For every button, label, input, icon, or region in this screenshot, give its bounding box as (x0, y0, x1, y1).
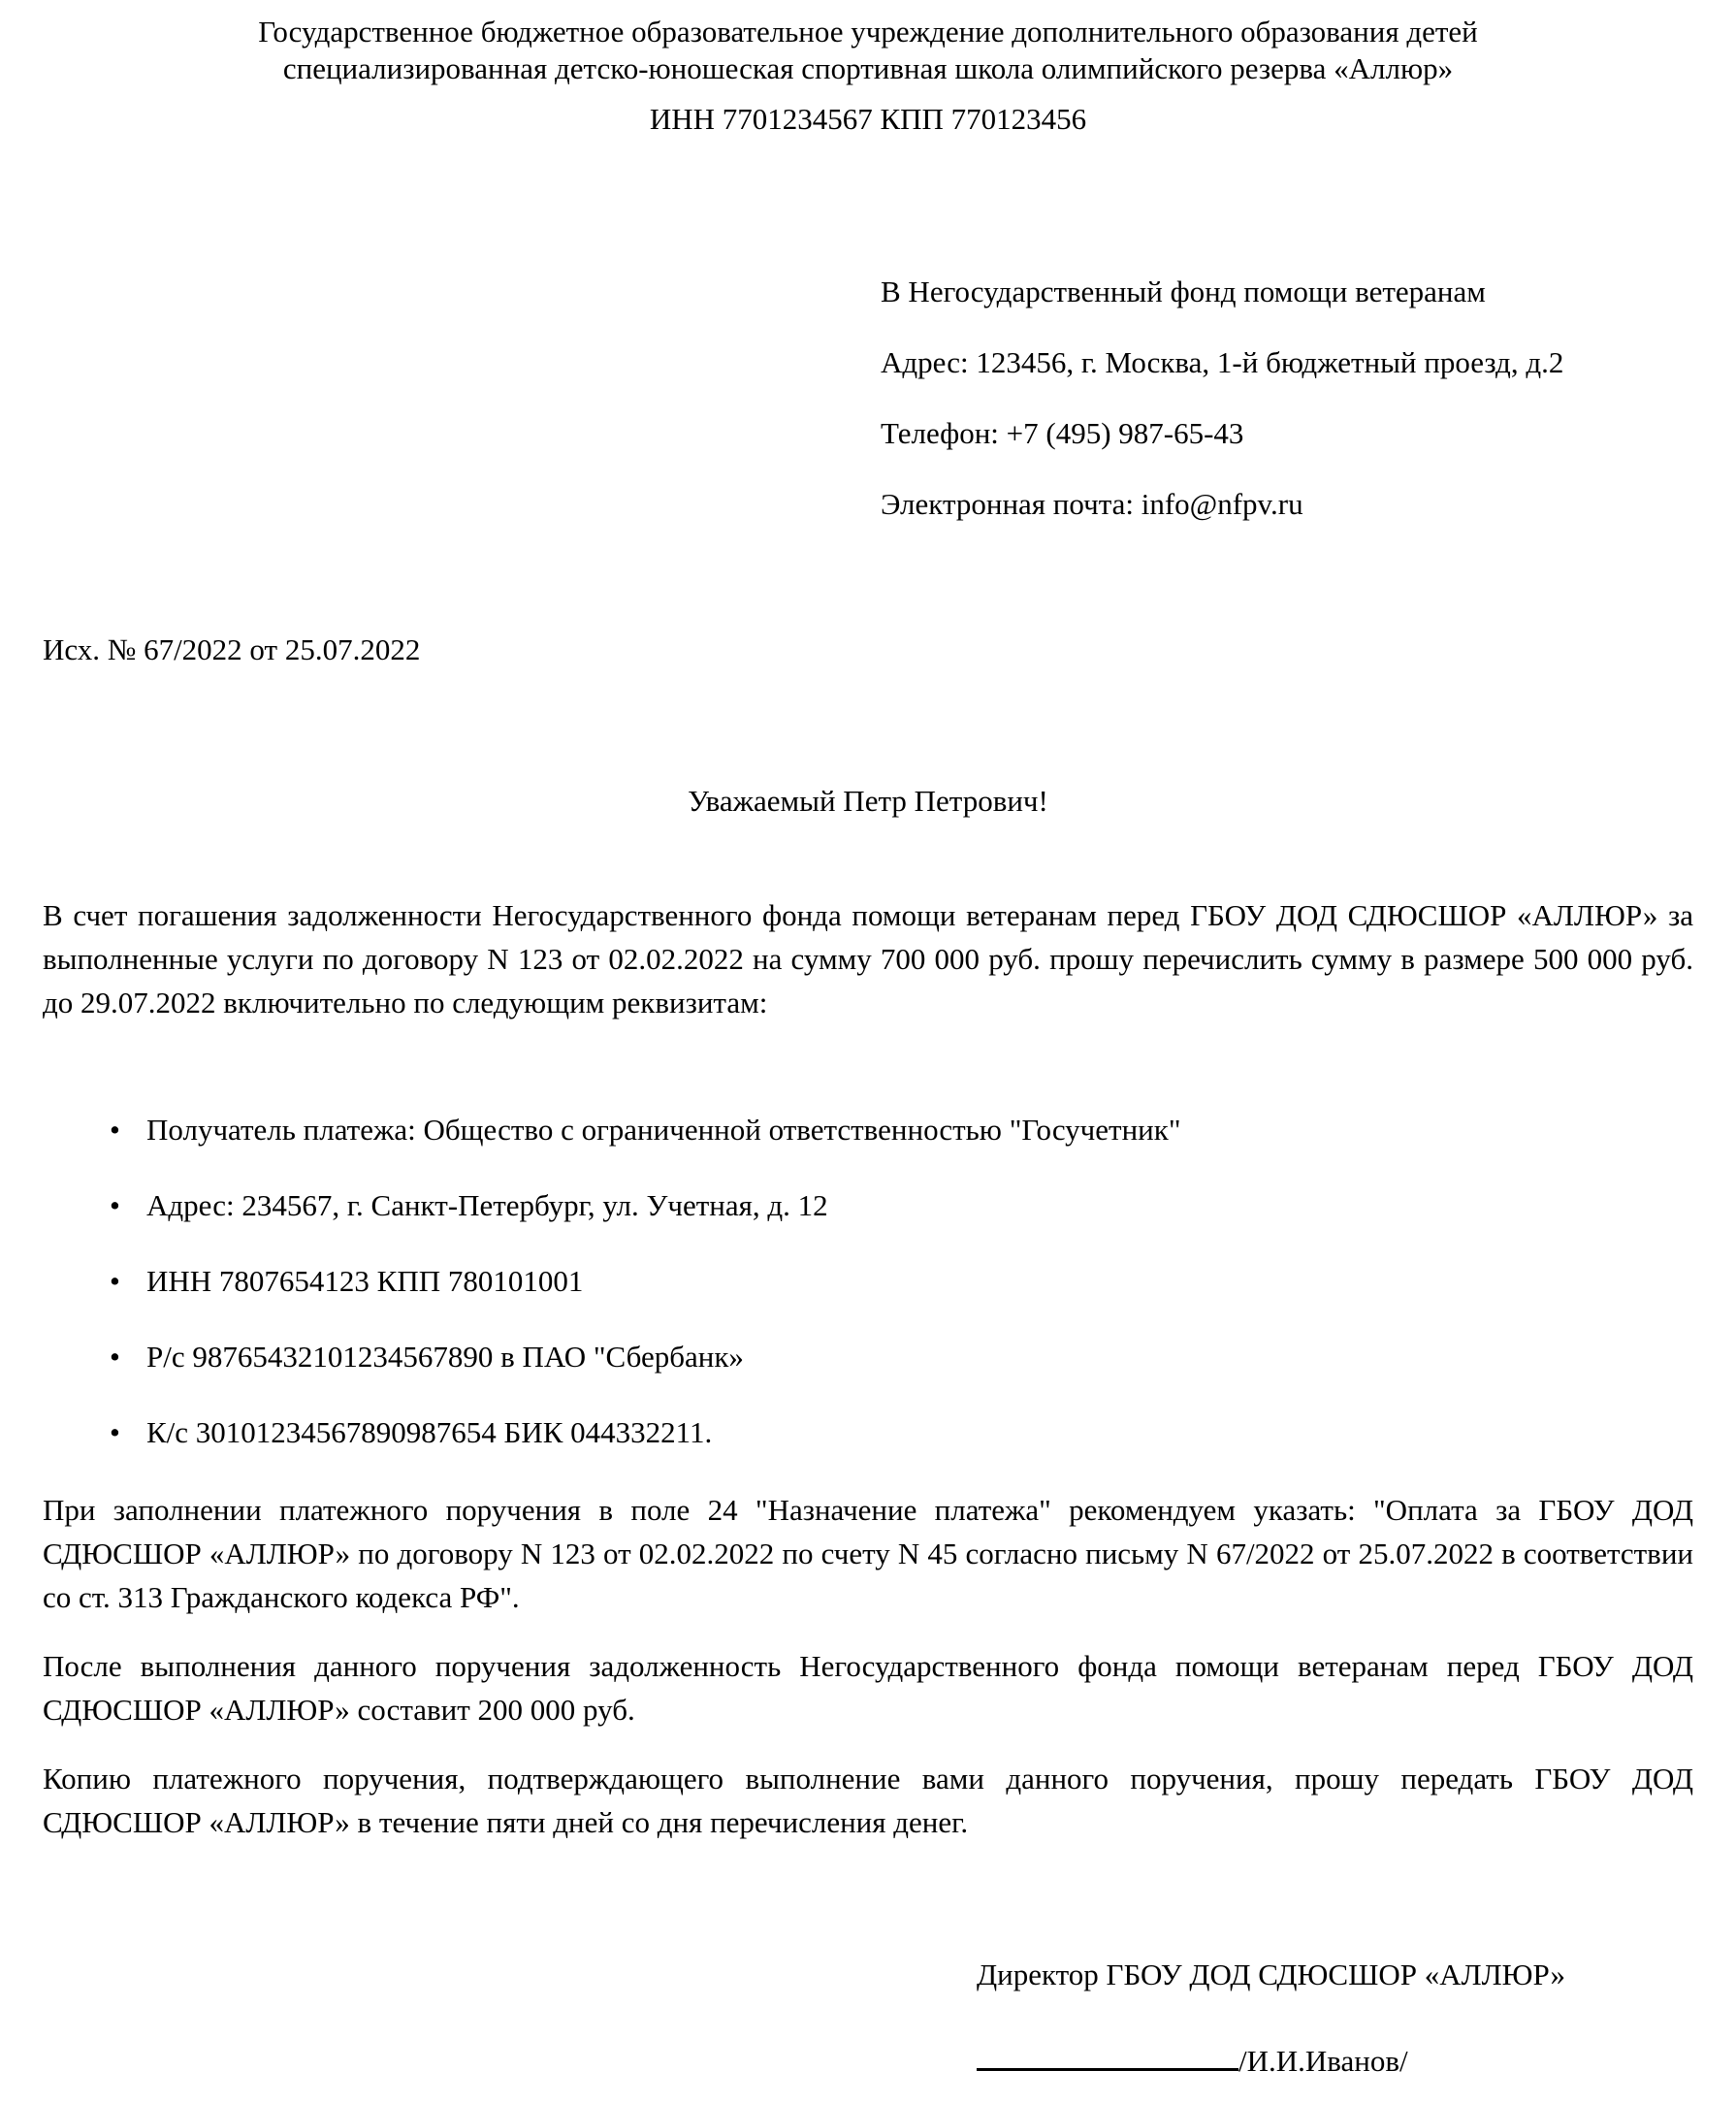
requisite-item-inn-kpp (43, 1259, 1693, 1303)
payment-purpose-paragraph: При заполнении платежного поручения в поле 24 "Назначение платежа" рекомендуем указать: "Оплата за ГБОУ ДОД СДЮСШОР «АЛЛЮР» по договору N 123 от 02.02.2022 по счету N 45 согласно письму N 67/2022 от 25.07.2022 в соответствии со ст. 313 Гражданского кодекса РФ". (43, 1493, 1693, 1614)
bullet-icon: • (110, 1340, 120, 1374)
bullet-icon: • (110, 1264, 120, 1298)
signature-block (977, 1953, 1693, 2083)
recipient-organization: В Негосударственный фонд помощи ветеранам (881, 275, 1486, 308)
recipient-address: Адрес: 123456, г. Москва, 1-й бюджетный проезд, д.2 (881, 345, 1564, 379)
bullet-icon: • (110, 1188, 120, 1222)
requisite-item-settlement-account (43, 1335, 1693, 1378)
requisites-list (43, 1108, 1693, 1454)
inn-kpp-line: ИНН 7701234567 КПП 770123456 (649, 102, 1087, 136)
org-name-line-2: специализированная детско-юношеская спортивная школа олимпийского резерва «Аллюр» (282, 51, 1454, 85)
recipient-email: Электронная почта: info@nfpv.ru (881, 487, 1303, 521)
balance-paragraph: После выполнения данного поручения задолженность Негосударственного фонда помощи ветеранам перед ГБОУ ДОД СДЮСШОР «АЛЛЮР» составит 200 000 руб. (43, 1649, 1693, 1727)
requisite-text-settlement-account: Р/с 98765432101234567890 в ПАО "Сбербанк» (146, 1340, 744, 1374)
bullet-icon: • (110, 1113, 120, 1147)
bullet-icon: • (110, 1415, 120, 1449)
requisite-item-payee (43, 1108, 1693, 1151)
requisite-text-address: Адрес: 234567, г. Санкт-Петербург, ул. Учетная, д. 12 (146, 1188, 828, 1222)
recipient-phone: Телефон: +7 (495) 987-65-43 (881, 416, 1244, 450)
signature-line (977, 2037, 1238, 2071)
salutation: Уважаемый Петр Петрович! (688, 784, 1048, 818)
signature-title: Директор ГБОУ ДОД СДЮСШОР «АЛЛЮР» (977, 1957, 1566, 1991)
requisite-text-payee: Получатель платежа: Общество с ограниченной ответственностью "Госучетник" (146, 1113, 1181, 1147)
requisite-text-inn-kpp: ИНН 7807654123 КПП 780101001 (146, 1264, 584, 1298)
signature-name: /И.И.Иванов/ (1238, 2044, 1408, 2078)
recipient-block (881, 274, 1693, 523)
intro-paragraph: В счет погашения задолженности Негосударственного фонда помощи ветеранам перед ГБОУ ДОД СДЮСШОР «АЛЛЮР» за выполненные услуги по договору N 123 от 02.02.2022 на сумму 700 000 руб. прошу перечислить сумму в размере 500 000 руб. до 29.07.2022 включительно по следующим реквизитам: (43, 898, 1693, 1019)
org-name-line-1: Государственное бюджетное образовательное учреждение дополнительного образования детей (258, 15, 1478, 49)
requisite-item-correspondent-account (43, 1410, 1693, 1454)
requisite-text-correspondent-account: К/с 30101234567890987654 БИК 044332211. (146, 1415, 713, 1449)
requisite-item-address (43, 1183, 1693, 1227)
letterhead (43, 14, 1693, 138)
copy-request-paragraph: Копию платежного поручения, подтверждающего выполнение вами данного поручения, прошу передать ГБОУ ДОД СДЮСШОР «АЛЛЮР» в течение пяти дней со дня перечисления денег. (43, 1762, 1693, 1839)
signature-row (977, 2037, 1693, 2083)
reference-number-line: Исх. № 67/2022 от 25.07.2022 (43, 632, 421, 666)
